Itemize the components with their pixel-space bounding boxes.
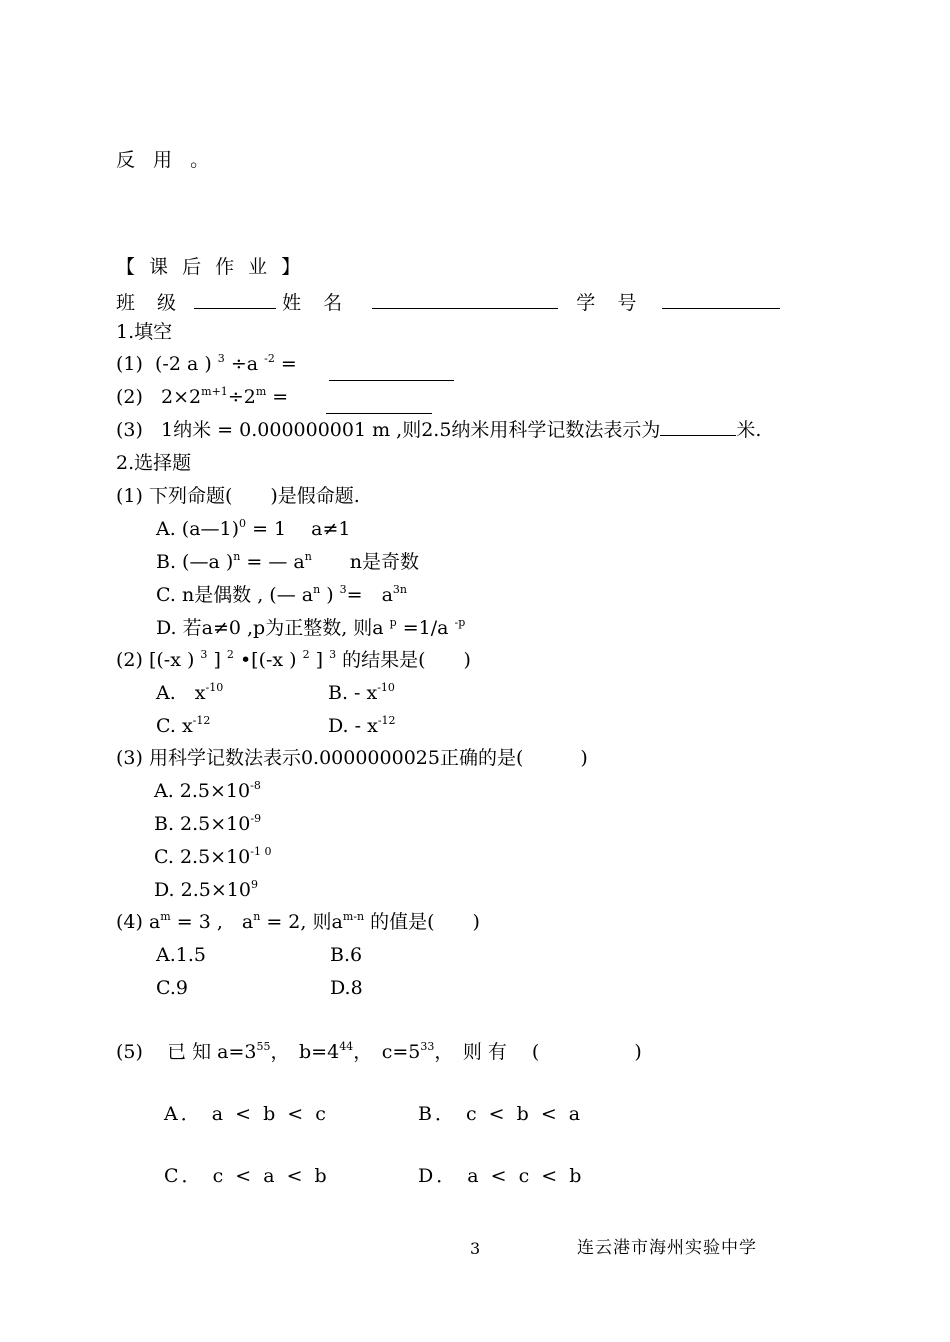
choice-q4-option-c: C.9	[156, 977, 188, 999]
fill-q1: (1) (-2 a ) $^3$ ÷a $^{-2}$ =	[116, 352, 297, 375]
choice-q4-option-d: D.8	[330, 977, 363, 999]
fill-q2: (2) $2\times 2^{m+1}\div 2^m$ =	[116, 385, 289, 408]
choice-q4-stem: (4) $a^m = 3$ , $a^n = 2$, 则$a^{m-n}$ 的值是( )	[116, 910, 480, 933]
choice-heading: 2.选择题	[116, 452, 192, 474]
choice-q5-option-c: C． c < a < b	[164, 1165, 330, 1187]
choice-q4-option-b: B.6	[330, 944, 363, 966]
class-blank	[194, 308, 276, 309]
name-blank	[372, 308, 558, 309]
fill-q3: (3) 1纳米 = 0.000000001 m ,则2.5纳米用科学记数法表示为 米.	[116, 419, 762, 441]
choice-q1-option-a: A. (a—1)$^0$ = 1 a≠1	[156, 517, 351, 540]
choice-q5-option-d: D． a < c < b	[418, 1165, 585, 1187]
choice-q5-stem: (5) 已 知 $a=3^{55}$， $b=4^{44}$， $c=5^{33}$， 则 有 ( )	[116, 1040, 642, 1063]
choice-q1-stem: (1) 下列命题( )是假命题.	[116, 485, 360, 507]
footer-page-number: 3	[470, 1239, 481, 1258]
fill-q2-blank	[326, 413, 432, 414]
student-info-row	[116, 294, 780, 313]
footer-school-name: 连云港市海州实验中学	[577, 1238, 757, 1258]
name-label: 姓 名	[282, 292, 351, 314]
choice-q2-option-c: C. $x^{-12}$	[156, 714, 211, 737]
choice-q2-option-d: D. - $x^{-12}$	[328, 714, 396, 737]
choice-q1-option-c: C. n是偶数 , (— $a^n$ ) $^3$= $a^{3n}$	[156, 583, 408, 606]
choice-q4-option-a: A.1.5	[156, 944, 206, 966]
choice-q1-option-b: B. (—a )$^n$ = — $a^n$ n是奇数	[156, 550, 420, 573]
choice-q2-stem: (2) [(-x ) $^3$ ] $^2$ •[(-x ) $^2$ ] $^3$ 的结果是( )	[116, 648, 471, 671]
choice-q3-option-c: C. $2.5\times 10^{-1 0}$	[154, 845, 272, 868]
class-label: 班 级	[116, 292, 185, 314]
section-title: 【 课 后 作 业 】	[116, 256, 305, 278]
choice-q5-option-a: A． a < b < c	[164, 1103, 329, 1125]
fill-heading: 1.填空	[116, 321, 173, 343]
choice-q3-option-a: A. $2.5\times 10^{-8}$	[154, 779, 261, 802]
choice-q2-option-b: B. - $x^{-10}$	[328, 681, 395, 704]
choice-q3-option-d: D. $2.5\times 10^9$	[154, 878, 258, 901]
choice-q3-option-b: B. $2.5\times 10^{-9}$	[154, 812, 262, 835]
choice-q3-stem: (3) 用科学记数法表示0.0000000025正确的是( )	[116, 747, 588, 769]
id-label: 学 号	[576, 292, 645, 314]
choice-q1-option-d: D. 若a≠0 ,p为正整数, 则a $^p$ =1/a $^{-p}$	[156, 616, 466, 639]
intro-tail: 反 用 。	[116, 149, 216, 171]
choice-q5-option-b: B． c < b < a	[418, 1103, 584, 1125]
fill-q1-blank	[329, 380, 454, 381]
fill-q3-blank	[660, 435, 736, 436]
choice-q2-option-a: A. $x^{-10}$	[156, 681, 224, 704]
id-blank	[662, 308, 780, 309]
